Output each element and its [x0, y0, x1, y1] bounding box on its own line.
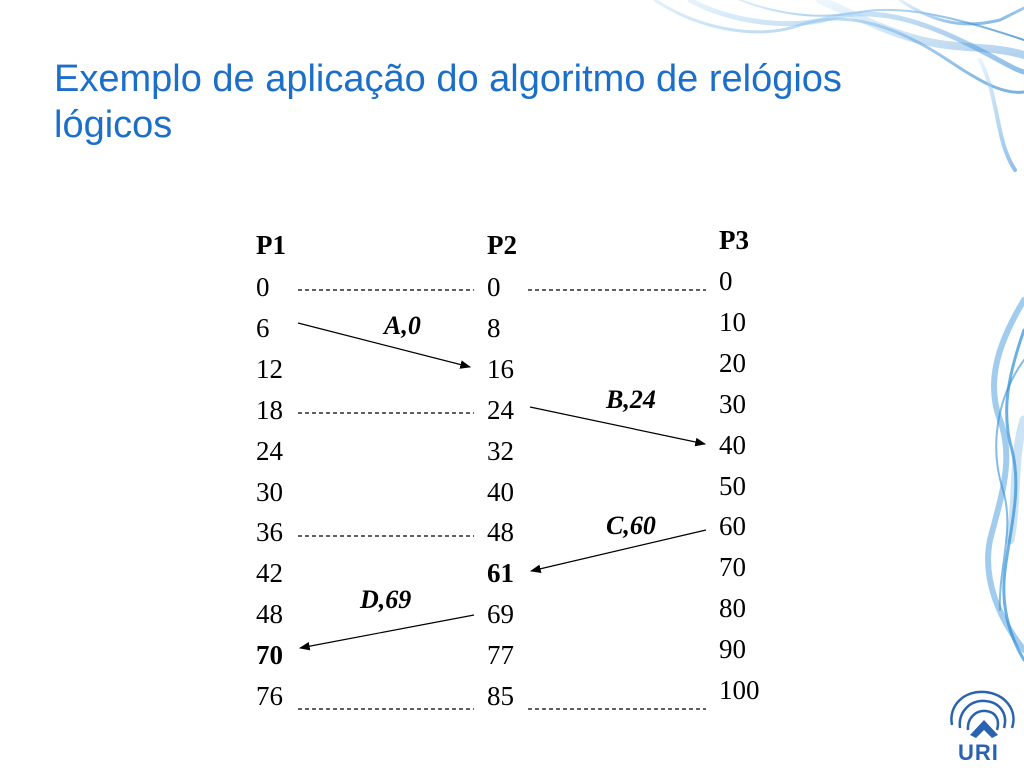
clock-value-p3-8: 80 — [719, 593, 746, 624]
clock-value-p2-1: 8 — [487, 312, 501, 343]
clock-value-p3-6: 60 — [719, 511, 746, 542]
clock-value-p2-6: 48 — [487, 517, 514, 548]
clock-value-p1-2: 12 — [256, 353, 283, 384]
process-label-p2: P2 — [487, 230, 517, 260]
clock-value-p1-8: 48 — [256, 599, 283, 630]
clock-value-p3-0: 0 — [719, 266, 733, 296]
clock-value-p2-10: 85 — [487, 681, 514, 711]
message-label-a: A,0 — [384, 311, 421, 340]
clock-value-p2-0: 0 — [487, 272, 501, 302]
clock-value-p1-10: 76 — [256, 681, 283, 711]
clock-value-p2-7: 61 — [487, 558, 514, 589]
clock-value-p3-2: 20 — [719, 347, 746, 378]
clock-value-p3-10: 100 — [719, 675, 760, 705]
uri-logo — [940, 680, 1024, 768]
clock-value-p3-9: 90 — [719, 634, 746, 665]
clock-value-p1-4: 24 — [256, 435, 283, 466]
clock-value-p1-0: 0 — [256, 272, 270, 302]
clock-value-p2-4: 32 — [487, 435, 514, 466]
clock-value-p1-1: 6 — [256, 312, 270, 343]
clock-value-p2-2: 16 — [487, 353, 514, 384]
clock-value-p3-5: 50 — [719, 470, 746, 501]
clock-value-p3-4: 40 — [719, 429, 746, 460]
process-label-p1: P1 — [256, 230, 286, 260]
message-arrow-d — [300, 615, 474, 648]
message-label-d: D,69 — [360, 585, 412, 614]
clock-value-p3-1: 10 — [719, 306, 746, 337]
message-label-c: C,60 — [606, 511, 656, 540]
clock-value-p2-3: 24 — [487, 394, 514, 425]
clock-value-p1-7: 42 — [256, 558, 283, 589]
clock-value-p1-3: 18 — [256, 394, 283, 425]
message-label-b: B,24 — [606, 385, 656, 414]
clock-value-p2-9: 77 — [487, 640, 514, 671]
clock-value-p3-7: 70 — [719, 552, 746, 583]
clock-value-p3-3: 30 — [719, 388, 746, 419]
clock-value-p2-5: 40 — [487, 476, 514, 507]
slide-title: Exemplo de aplicação do algoritmo de relógios lógicos — [54, 58, 842, 146]
clock-value-p1-9: 70 — [256, 640, 283, 671]
clock-value-p1-5: 30 — [256, 476, 283, 507]
process-label-p3: P3 — [719, 225, 749, 255]
uri-logo-text: URI — [958, 740, 999, 765]
clock-value-p1-6: 36 — [256, 517, 283, 548]
clock-value-p2-8: 69 — [487, 599, 514, 630]
